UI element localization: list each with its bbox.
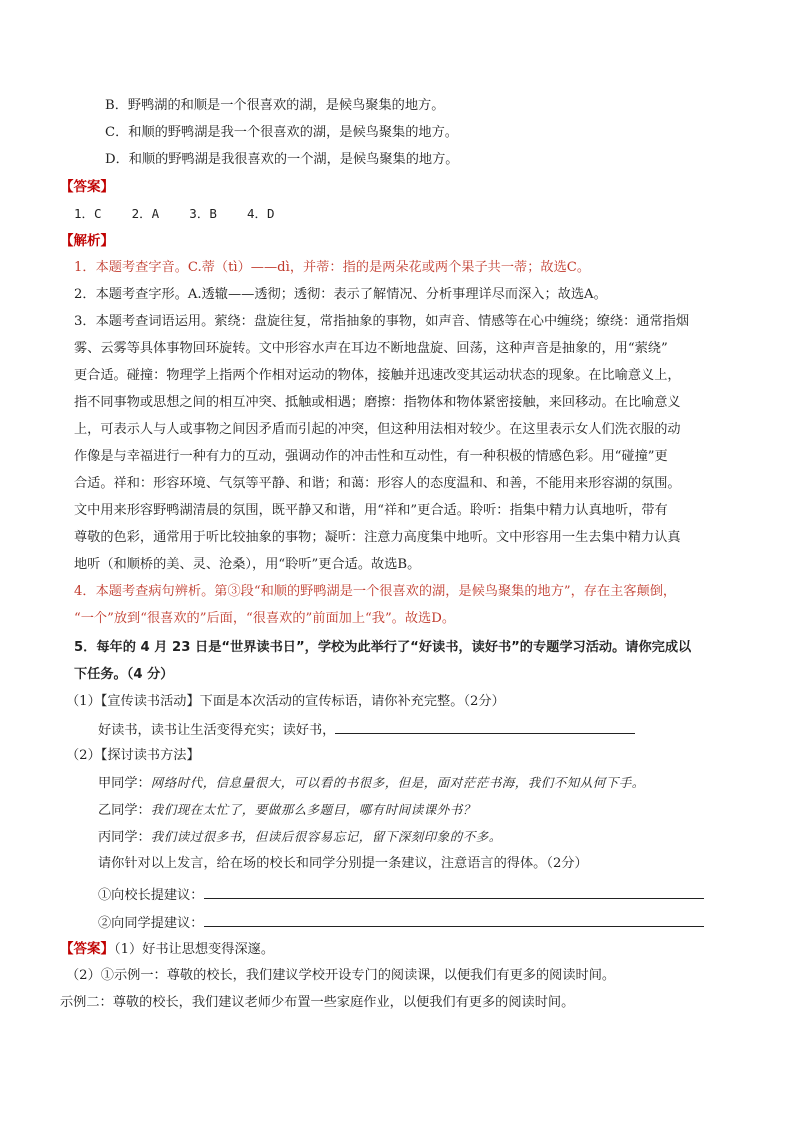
- analysis-item-1: [74, 258, 590, 278]
- analysis-2-red: A。: [584, 287, 607, 302]
- student-a: [98, 773, 645, 794]
- student-c: [98, 827, 502, 848]
- suggest-classmate-line: [98, 912, 704, 934]
- analysis-3-line: 3．本题考查词语运用。萦绕：盘旋往复，常指抽象的事物，如声音、情感等在心中缠绕；缭绕：通常指烟: [74, 314, 690, 329]
- q5-answer-1: （1）好书让思想变得深邃。: [114, 942, 275, 957]
- slogan-line: [98, 719, 635, 741]
- analysis-label: 【解析】: [60, 233, 114, 249]
- analysis-4-line: 4．本题考查病句辨析。第③段“和顺的野鸭湖是一个很喜欢的湖，是候鸟聚集的地方”，存在主客颠倒，: [74, 584, 677, 599]
- student-b: [98, 800, 476, 821]
- student-a-label: 甲同学：: [98, 776, 151, 791]
- option-b: B．野鸭湖的和顺是一个很喜欢的湖，是候鸟聚集的地方。: [105, 98, 445, 113]
- slogan-text: 好读书，读书让生活变得充实；读好书，: [98, 723, 336, 738]
- student-c-label: 丙同学：: [98, 830, 151, 845]
- instruction: 请你针对以上发言，给在场的校长和同学分别提一条建议，注意语言的得体。（2分）: [98, 856, 588, 871]
- sub-question-2: （2）【探讨读书方法】: [66, 748, 200, 763]
- analysis-3-line: 指不同事物或思想之间的相互冲突、抵触或相遇；磨擦：指物体和物体紧密接触，来回移动。在比喻意义: [74, 395, 681, 410]
- suggest-classmate-label: ②向同学提建议：: [98, 916, 204, 931]
- question-5-title-cont: 下任务。（4 分）: [74, 667, 174, 682]
- q5-answer-line: [60, 939, 274, 960]
- q5-answer-2: （2）①示例一：尊敬的校长，我们建议学校开设专门的阅读课，以便我们有更多的阅读时间。: [66, 968, 616, 983]
- question-5-title: 5．每年的 4 月 23 日是“世界读书日”，学校为此举行了“好读书，读好书”的专题学习活动。请你完成以: [74, 640, 692, 655]
- analysis-1-text: 1．本题考查字音。C.蒂（tì）——dì，: [74, 260, 304, 275]
- sub-question-1: （1）【宣传读书活动】下面是本次活动的宣传标语，请你补充完整。（2分）: [66, 694, 505, 709]
- option-c: C．和顺的野鸭湖是我一个很喜欢的湖，是候鸟聚集的地方。: [105, 125, 458, 140]
- analysis-1-red: 并蒂：指的是两朵花或两个果子共一蒂；故选C。: [303, 260, 591, 275]
- analysis-3-line: 尊敬的色彩，通常用于听比较抽象的事物；凝听：注意力高度集中地听。文中形容用一生去集中精力认真: [74, 530, 681, 545]
- student-b-label: 乙同学：: [98, 803, 151, 818]
- option-d: D．和顺的野鸭湖是我很喜欢的一个湖，是候鸟聚集的地方。: [105, 152, 459, 167]
- suggest-principal-label: ①向校长提建议：: [98, 888, 204, 903]
- analysis-item-2: [74, 285, 607, 305]
- suggest-principal-blank: [204, 884, 704, 899]
- student-b-speech: 我们现在太忙了，要做那么多题目，哪有时间读课外书？: [150, 802, 476, 817]
- analysis-2-text: 2．本题考查字形。A.透辙——透彻；透彻：表示了解情况、分析事理详尽而深入；故选: [74, 287, 585, 302]
- q5-answer-label: 【答案】: [60, 941, 114, 957]
- analysis-3-line: 上，可表示人与人或事物之间因矛盾而引起的冲突，但这种用法相对较少。在这里表示女人们洗衣服的动: [74, 422, 681, 437]
- suggest-principal-line: [98, 884, 704, 906]
- student-c-speech: 我们读过很多书，但读后很容易忘记，留下深刻印象的不多。: [150, 829, 502, 844]
- analysis-3-line: 地听（和顺桥的美、灵、沧桑），用“聆听”更合适。故选B。: [74, 557, 421, 572]
- answer-label: 【答案】: [60, 179, 114, 195]
- answer-list: 1．C 2．A 3．B 4．D: [74, 206, 275, 221]
- analysis-3-line: 更合适。碰撞：物理学上指两个作相对运动的物体，接触并迅速改变其运动状态的现象。在比喻意义上，: [74, 368, 681, 383]
- analysis-3-line: 作像是与幸福进行一种有力的互动，强调动作的冲击性和互动性，有一种积极的情感色彩。用“碰撞”更: [74, 449, 668, 464]
- analysis-3-line: 合适。祥和：形容环境、气氛等平静、和谐；和蔼：形容人的态度温和、和善，不能用来形容湖的氛围。: [74, 476, 681, 491]
- analysis-4-line: “一个”放到“很喜欢的”后面，“很喜欢的”前面加上“我”。故选D。: [74, 611, 456, 626]
- q5-answer-3: 示例二：尊敬的校长，我们建议老师少布置一些家庭作业，以便我们有更多的阅读时间。: [60, 995, 575, 1010]
- analysis-3-line: 雾、云雾等具体事物回环旋转。文中形容水声在耳边不断地盘旋、回荡，这种声音是抽象的，用“萦绕”: [74, 341, 668, 356]
- slogan-blank: [335, 719, 635, 734]
- student-a-speech: 网络时代，信息量很大，可以看的书很多，但是，面对茫茫书海，我们不知从何下手。: [150, 775, 645, 790]
- suggest-classmate-blank: [204, 912, 704, 927]
- analysis-3-line: 文中用来形容野鸭湖清晨的氛围，既平静又和谐，用“祥和”更合适。聆听：指集中精力认真地听，带有: [74, 503, 668, 518]
